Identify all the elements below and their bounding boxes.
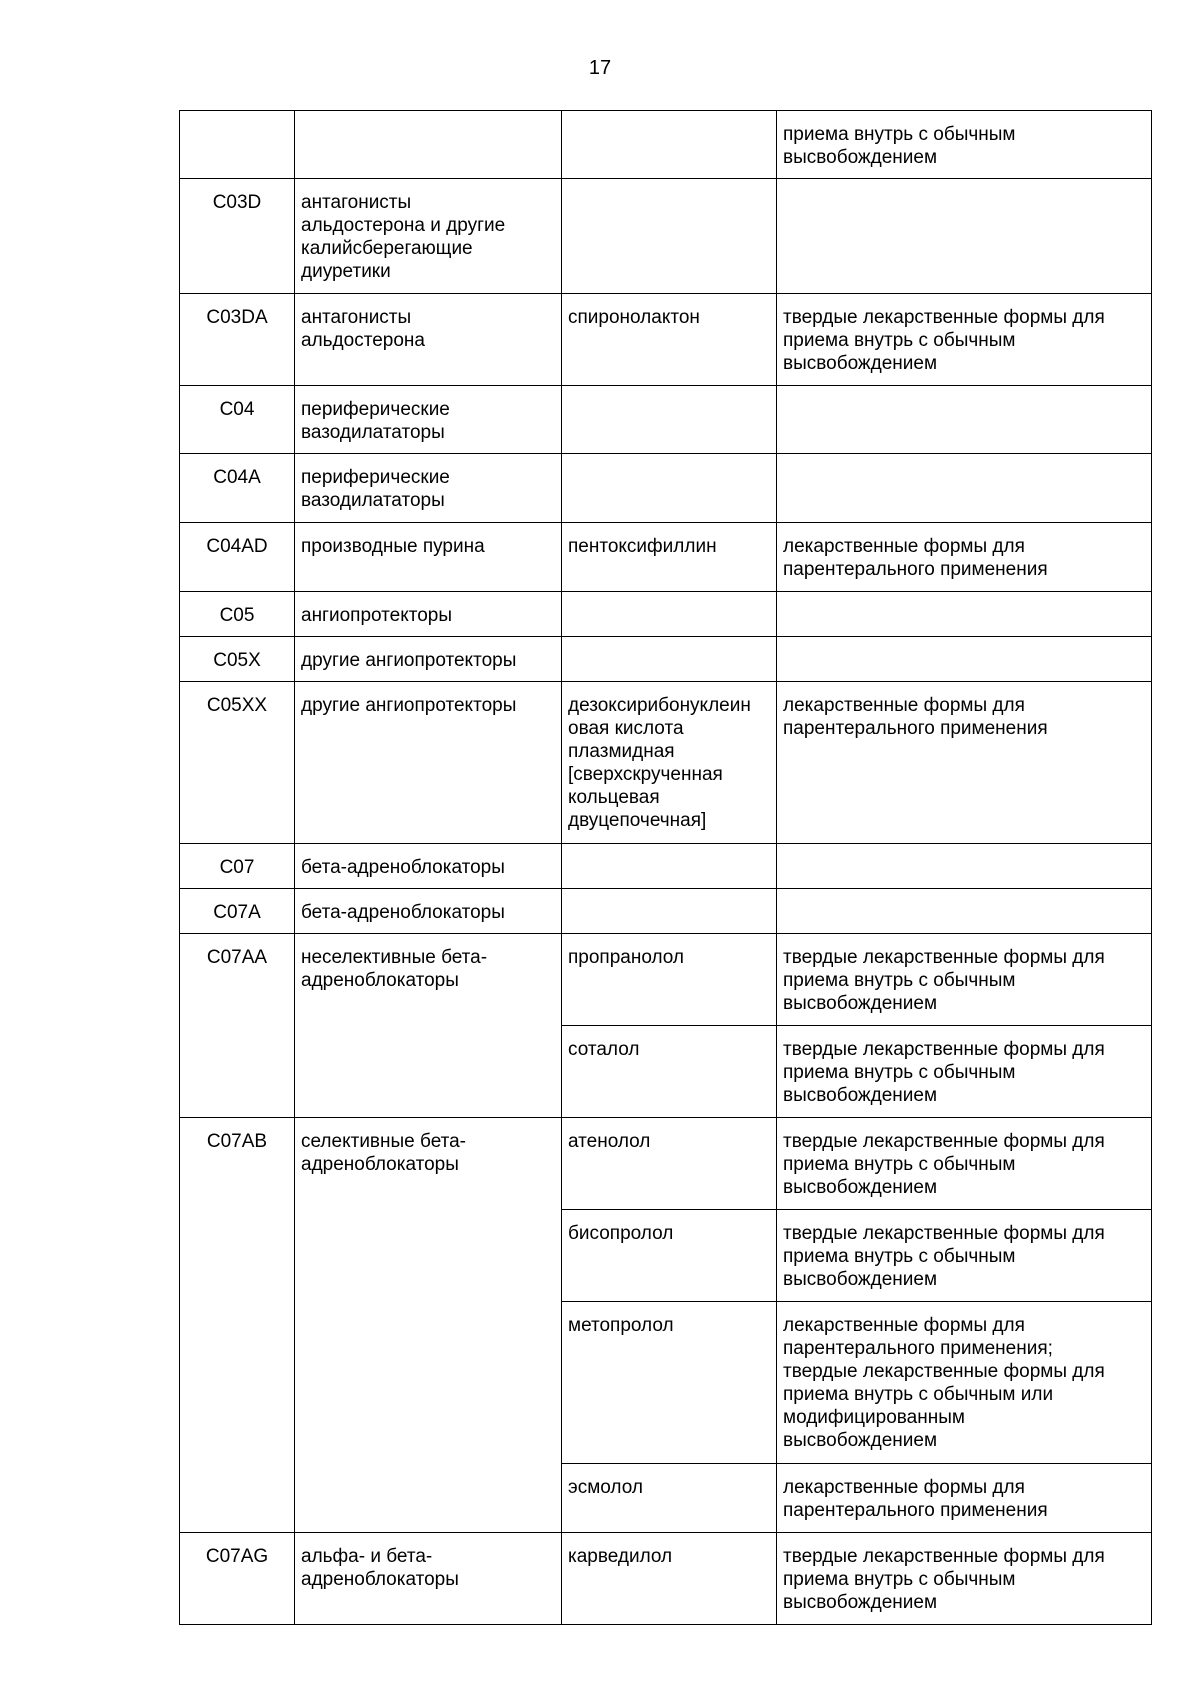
drug-name-cell [562, 889, 777, 934]
dosage-form-cell: твердые лекарственные формы для приема внутрь с обычным высвобождением [777, 1210, 1152, 1302]
table-row [180, 682, 1152, 844]
dosage-form-cell: твердые лекарственные формы для приема внутрь с обычным высвобождением [777, 294, 1152, 386]
group-name-cell: другие ангиопротекторы [295, 637, 562, 682]
table-row [180, 179, 1152, 294]
drug-name-cell: спиронолактон [562, 294, 777, 386]
drug-name-cell: пентоксифиллин [562, 523, 777, 592]
table-row [180, 637, 1152, 682]
dosage-form-cell: твердые лекарственные формы для приема внутрь с обычным высвобождением [777, 934, 1152, 1026]
dosage-form-cell [777, 179, 1152, 294]
table-row [180, 386, 1152, 454]
group-name-cell: бета-адреноблокаторы [295, 844, 562, 889]
atc-code-cell: C04 [180, 386, 295, 454]
atc-code-cell [180, 111, 295, 179]
drug-name-cell [562, 592, 777, 637]
drug-name-cell: дезоксирибонуклеин овая кислота плазмидная [сверхскрученная кольцевая двуцепочечная] [562, 682, 777, 844]
drug-name-cell: пропранолол [562, 934, 777, 1026]
dosage-form-cell: лекарственные формы для парентерального применения [777, 523, 1152, 592]
atc-drug-table [179, 110, 1152, 1625]
page-number: 17 [588, 57, 612, 79]
dosage-form-cell [777, 592, 1152, 637]
group-name-cell: бета-адреноблокаторы [295, 889, 562, 934]
group-name-cell: ангиопротекторы [295, 592, 562, 637]
dosage-form-cell [777, 889, 1152, 934]
drug-name-cell [562, 844, 777, 889]
atc-code-cell: C07A [180, 889, 295, 934]
table-row [180, 523, 1152, 592]
atc-code-cell: C04AD [180, 523, 295, 592]
drug-name-cell [562, 386, 777, 454]
dosage-form-cell: твердые лекарственные формы для приема внутрь с обычным высвобождением [777, 1533, 1152, 1625]
table-row [180, 934, 1152, 1026]
table-row [180, 592, 1152, 637]
table-row [180, 844, 1152, 889]
drug-name-cell [562, 111, 777, 179]
dosage-form-cell: лекарственные формы для парентерального применения [777, 682, 1152, 844]
table-row [180, 1533, 1152, 1625]
atc-code-cell: C07AA [180, 934, 295, 1118]
group-name-cell: антагонисты альдостерона [295, 294, 562, 386]
group-name-cell: антагонисты альдостерона и другие калийсберегающие диуретики [295, 179, 562, 294]
drug-name-cell: метопролол [562, 1302, 777, 1464]
dosage-form-cell: лекарственные формы для парентерального применения [777, 1464, 1152, 1533]
table-row [180, 1118, 1152, 1210]
dosage-form-cell [777, 844, 1152, 889]
drug-name-cell: соталол [562, 1026, 777, 1118]
drug-name-cell: атенолол [562, 1118, 777, 1210]
drug-name-cell: бисопролол [562, 1210, 777, 1302]
table-row [180, 294, 1152, 386]
group-name-cell: альфа- и бета- адреноблокаторы [295, 1533, 562, 1625]
atc-code-cell: C03D [180, 179, 295, 294]
table-row [180, 454, 1152, 523]
atc-code-cell: C05XX [180, 682, 295, 844]
drug-name-cell: карведилол [562, 1533, 777, 1625]
group-name-cell: периферические вазодилататоры [295, 454, 562, 523]
drug-name-cell: эсмолол [562, 1464, 777, 1533]
dosage-form-cell [777, 386, 1152, 454]
atc-code-cell: C04A [180, 454, 295, 523]
drug-name-cell [562, 637, 777, 682]
atc-code-cell: C07AG [180, 1533, 295, 1625]
drug-name-cell [562, 454, 777, 523]
dosage-form-cell [777, 637, 1152, 682]
dosage-form-cell: лекарственные формы для парентерального применения; твердые лекарственные формы для приема внутрь с обычным или модифицированным высвобождением [777, 1302, 1152, 1464]
atc-code-cell: C03DA [180, 294, 295, 386]
dosage-form-cell [777, 454, 1152, 523]
table-row [180, 889, 1152, 934]
group-name-cell: неселективные бета- адреноблокаторы [295, 934, 562, 1118]
group-name-cell: другие ангиопротекторы [295, 682, 562, 844]
group-name-cell: селективные бета- адреноблокаторы [295, 1118, 562, 1533]
group-name-cell [295, 111, 562, 179]
table-row [180, 111, 1152, 179]
drug-name-cell [562, 179, 777, 294]
dosage-form-cell: твердые лекарственные формы для приема внутрь с обычным высвобождением [777, 1118, 1152, 1210]
atc-code-cell: C05X [180, 637, 295, 682]
dosage-form-cell: приема внутрь с обычным высвобождением [777, 111, 1152, 179]
atc-code-cell: C07 [180, 844, 295, 889]
group-name-cell: периферические вазодилататоры [295, 386, 562, 454]
atc-code-cell: C05 [180, 592, 295, 637]
group-name-cell: производные пурина [295, 523, 562, 592]
atc-code-cell: C07AB [180, 1118, 295, 1533]
dosage-form-cell: твердые лекарственные формы для приема внутрь с обычным высвобождением [777, 1026, 1152, 1118]
